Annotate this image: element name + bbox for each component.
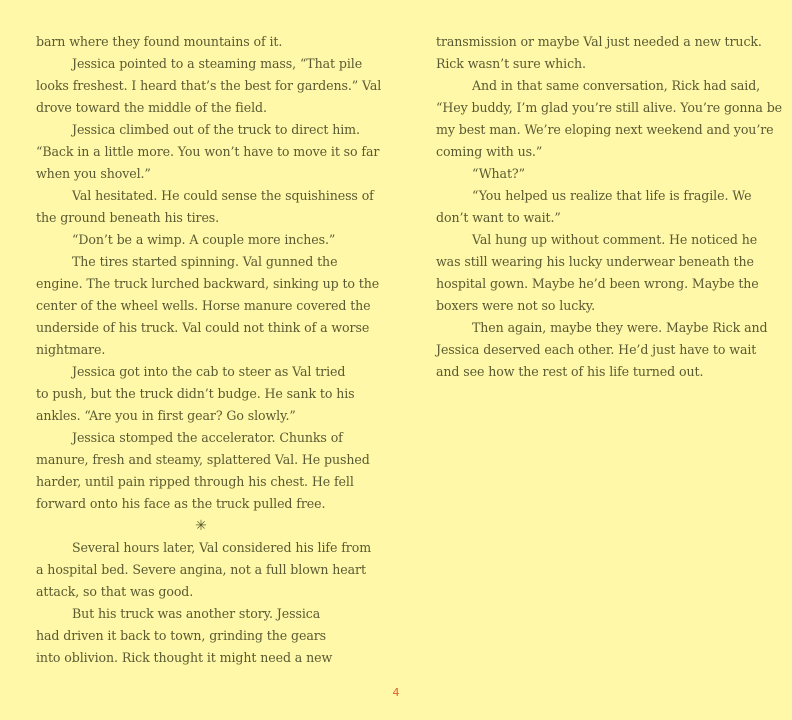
text-line: hospital gown. Maybe he’d been wrong. Maybe the	[436, 276, 759, 291]
text-line: Then again, maybe they were. Maybe Rick and	[472, 320, 768, 335]
right-text-column	[436, 31, 783, 383]
page-number: 4	[392, 686, 400, 699]
text-line: manure, fresh and steamy, splattered Val. He pushed	[36, 452, 370, 467]
text-line: nightmare.	[36, 342, 106, 357]
text-line: boxers were not so lucky.	[436, 298, 595, 313]
text-line: and see how the rest of his life turned out.	[436, 364, 704, 379]
text-line: And in that same conversation, Rick had said,	[472, 78, 761, 93]
text-line: to push, but the truck didn’t budge. He sank to his	[36, 386, 355, 401]
text-line: But his truck was another story. Jessica	[72, 606, 321, 621]
text-line: looks freshest. I heard that’s the best for gardens.” Val	[36, 78, 382, 93]
text-line: The tires started spinning. Val gunned the	[72, 254, 338, 269]
text-line: engine. The truck lurched backward, sinking up to the	[36, 276, 380, 291]
text-line: coming with us.”	[436, 144, 543, 159]
left-text-column	[36, 31, 382, 669]
text-line: was still wearing his lucky underwear beneath the	[436, 254, 754, 269]
text-line: Rick wasn’t sure which.	[436, 56, 586, 71]
text-line: “Hey buddy, I’m glad you’re still alive. You’re gonna be	[436, 100, 783, 115]
text-line: had driven it back to town, grinding the gears	[36, 628, 327, 643]
text-line: “Don’t be a wimp. A couple more inches.”	[72, 232, 336, 247]
section-break-asterism: ✳	[195, 518, 207, 534]
text-line: Jessica pointed to a steaming mass, “That pile	[72, 56, 363, 71]
text-line: barn where they found mountains of it.	[36, 34, 283, 49]
text-line: center of the wheel wells. Horse manure covered the	[36, 298, 371, 313]
text-line: drove toward the middle of the field.	[36, 100, 267, 115]
text-line: Several hours later, Val considered his life from	[72, 540, 372, 555]
text-line: the ground beneath his tires.	[36, 210, 220, 225]
text-line: ankles. “Are you in first gear? Go slowly.”	[36, 408, 296, 423]
text-line: transmission or maybe Val just needed a new truck.	[436, 34, 762, 49]
text-line: Jessica climbed out of the truck to direct him.	[72, 122, 360, 137]
text-line: Jessica deserved each other. He’d just have to wait	[436, 342, 757, 357]
text-line: don’t want to wait.”	[436, 210, 561, 225]
text-line: “You helped us realize that life is fragile. We	[472, 188, 752, 203]
text-line: attack, so that was good.	[36, 584, 194, 599]
text-line: a hospital bed. Severe angina, not a full blown heart	[36, 562, 366, 577]
text-line: harder, until pain ripped through his chest. He fell	[36, 474, 354, 489]
text-line: “What?”	[472, 166, 525, 181]
text-line: my best man. We’re eloping next weekend and you’re	[436, 122, 774, 137]
text-line: into oblivion. Rick thought it might need a new	[36, 650, 333, 665]
text-line: when you shovel.”	[36, 166, 151, 181]
text-line: Jessica got into the cab to steer as Val tried	[72, 364, 346, 379]
text-line: “Back in a little more. You won’t have to move it so far	[36, 144, 380, 159]
text-line: Jessica stomped the accelerator. Chunks of	[72, 430, 343, 445]
text-line: Val hesitated. He could sense the squishiness of	[72, 188, 374, 203]
text-line: forward onto his face as the truck pulled free.	[36, 496, 326, 511]
text-line: Val hung up without comment. He noticed he	[472, 232, 758, 247]
text-line: underside of his truck. Val could not think of a worse	[36, 320, 370, 335]
